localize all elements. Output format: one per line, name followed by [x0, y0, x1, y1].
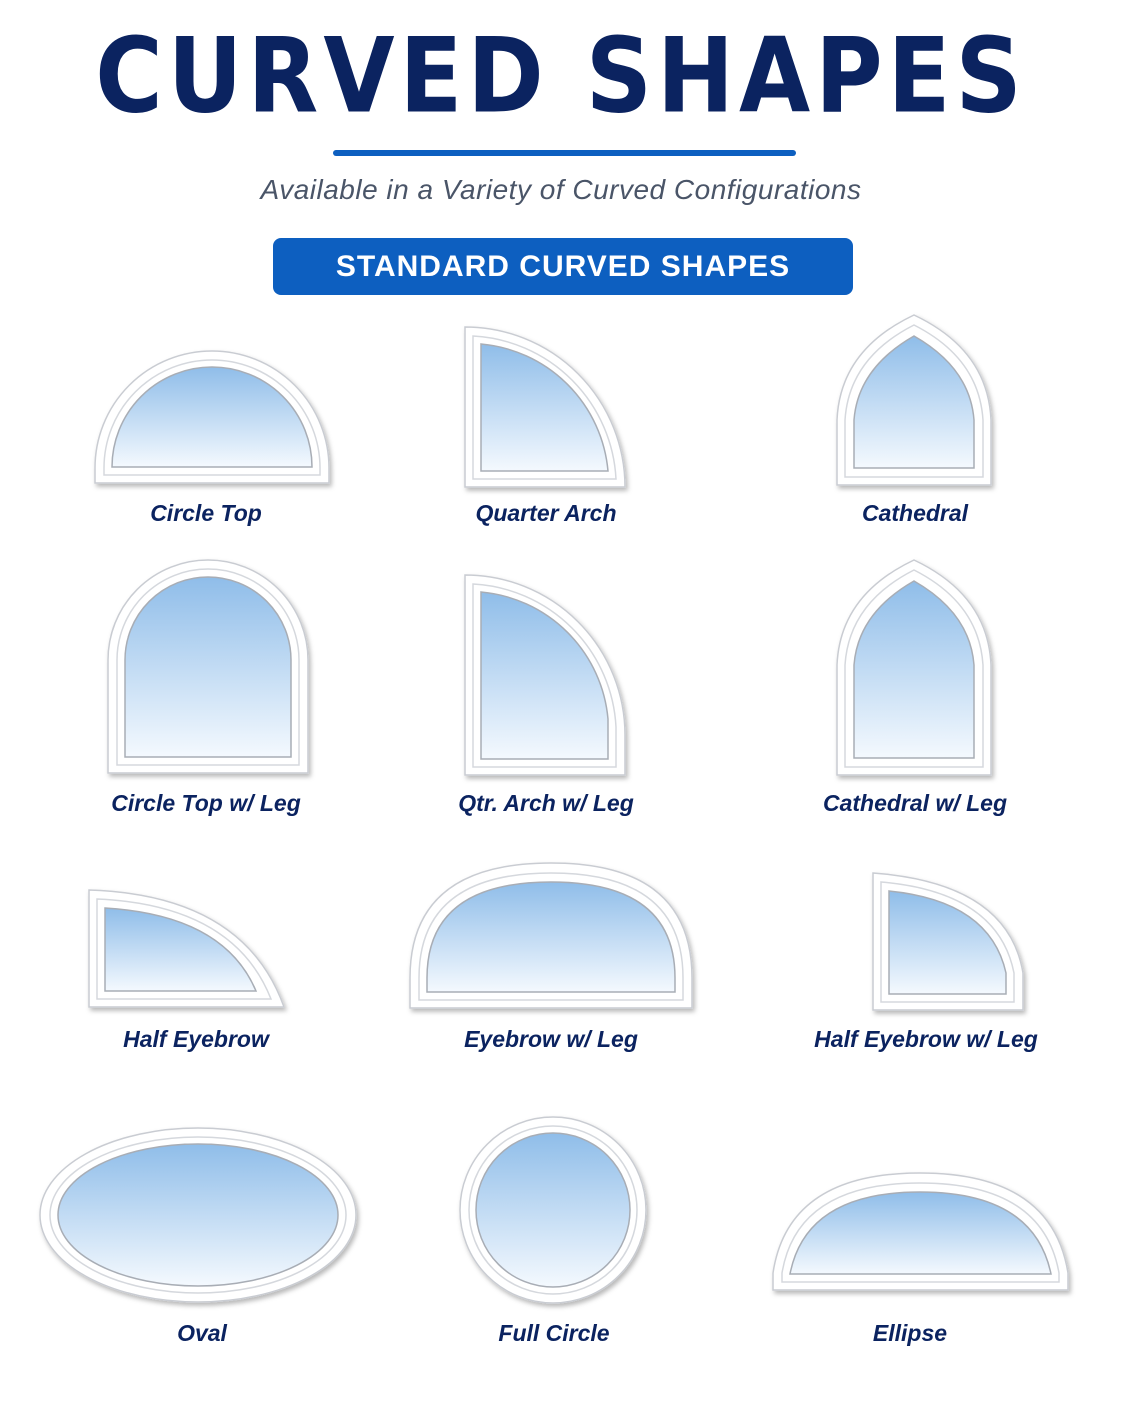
- quarter-arch-leg-window: [460, 570, 635, 785]
- quarter-arch-window: [460, 322, 635, 497]
- half-eyebrow-leg-label: Half Eyebrow w/ Leg: [814, 1026, 1038, 1052]
- section-badge: STANDARD CURVED SHAPES: [273, 238, 853, 295]
- half-eyebrow-leg-window: [868, 868, 1033, 1018]
- circle-top-leg-label: Circle Top w/ Leg: [111, 790, 301, 816]
- cathedral-leg-label: Cathedral w/ Leg: [822, 790, 1008, 816]
- oval-window: [38, 1125, 368, 1315]
- page-subtitle: Available in a Variety of Curved Configurations: [260, 174, 862, 205]
- half-eyebrow-label: Half Eyebrow: [123, 1026, 269, 1052]
- full-circle-label: Full Circle: [498, 1320, 610, 1346]
- oval-label: Oval: [177, 1320, 227, 1346]
- quarter-arch-label: Quarter Arch: [475, 500, 617, 526]
- full-circle-window: [455, 1113, 655, 1313]
- cathedral-leg-window: [832, 555, 1002, 783]
- quarter-arch-leg-label: Qtr. Arch w/ Leg: [458, 790, 634, 816]
- eyebrow-leg-window: [405, 858, 700, 1018]
- ellipse-label: Ellipse: [872, 1320, 948, 1346]
- circle-top-window: [90, 350, 335, 495]
- circle-top-label: Circle Top: [150, 500, 262, 526]
- circle-top-leg-window: [103, 555, 313, 783]
- half-eyebrow-window: [84, 885, 289, 1015]
- eyebrow-leg-label: Eyebrow w/ Leg: [464, 1026, 638, 1052]
- title-underline: [333, 150, 796, 156]
- cathedral-label: Cathedral: [861, 500, 969, 526]
- ellipse-window: [768, 1168, 1083, 1303]
- page-title: CURVED SHAPES: [95, 16, 1027, 137]
- cathedral-window: [832, 310, 1002, 490]
